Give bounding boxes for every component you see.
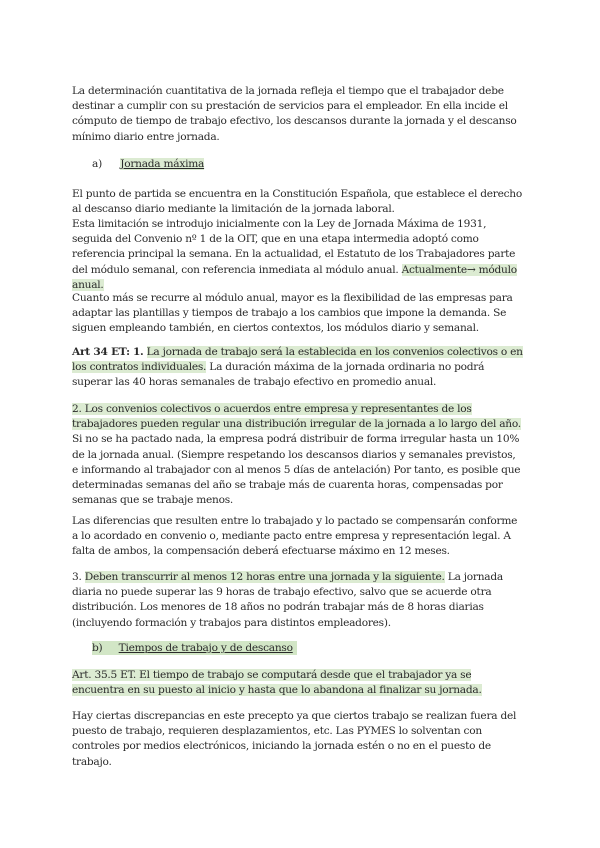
history-paragraph	[72, 217, 524, 293]
section-b-marker: b)	[92, 642, 103, 654]
constitution-paragraph: El punto de partida se encuentra en la Constitución Española, que establece el derecho al descanso diario mediante la limitación de la jornada laboral.	[72, 188, 522, 216]
distribution-rest: Si no se ha pactado nada, la empresa podrá distribuir de forma irregular hasta un 10% de la jornada anual. (Siempre respetando los descansos diarios y semanales previstos, e informando al trabajador con al menos 5 días de antelación) Por tanto, es posible que determinadas semanas del año se trabaje más de cuarenta horas, compensadas por semanas que se trabaje menos.	[72, 433, 521, 507]
rest-period-paragraph	[72, 570, 524, 631]
discrepancies-paragraph: Hay ciertas discrepancias en este precepto ya que ciertos trabajo se realizan fuera del puesto de trabajo, requieren desplazamientos, etc. Las PYMES lo solventan con controles por medios electrónicos, iniciando la jornada estén o no en el puesto de trabajo.	[72, 710, 517, 768]
art34-label: Art 34 ET:	[72, 346, 130, 358]
art35-highlight: Art. 35.5 ET. El tiempo de trabajo se computará desde que el trabajador ya se encuentra en su puesto al inicio y hasta que lo abandona al finalizar su jornada.	[72, 669, 482, 697]
distribution-highlight: 2. Los convenios colectivos o acuerdos entre empresa y representantes de los trabajadores pueden regular una distribución irregular de la jornada a lo largo del año.	[72, 403, 521, 431]
section-b-heading	[92, 641, 297, 656]
flexibility-paragraph: Cuanto más se recurre al módulo anual, mayor es la flexibilidad de las empresas para adaptar las plantillas y tiempos de trabajo a los cambios que impone la demanda. Se siguen empleando también, en ciertos contextos, los módulos diario y semanal.	[72, 292, 513, 335]
section-a-title: Jornada máxima	[120, 158, 205, 170]
section-b-block	[92, 641, 297, 655]
section-b-title: Tiempos de trabajo y de descanso	[118, 642, 293, 654]
section-a-marker: a)	[92, 158, 102, 170]
art34-paragraph	[72, 345, 524, 391]
compensation-paragraph: Las diferencias que resulten entre lo trabajado y lo pactado se compensarán conforme a lo acordado en convenio o, mediante pacto entre empresa y representación legal. A falta de ambos, la compensación deberá efectuarse máximo en 12 meses.	[72, 515, 518, 558]
history-highlight: Actualmente→ módulo anual.	[72, 263, 517, 291]
art34-rest: La duración máxima de la jornada ordinaria no podrá superar las 40 horas semanales de trabajo efectivo en promedio anual.	[72, 361, 485, 389]
section-a-heading	[92, 157, 204, 172]
rest-period-highlight: Deben transcurrir al menos 12 horas entre una jornada y la siguiente.	[84, 571, 445, 583]
rest-period-rest: La jornada diaria no puede superar las 9 horas de trabajo efectivo, salvo que se acuerde otra distribución. Los menores de 18 años no podrán trabajar más de 8 horas diarias (incluyendo formación y trabajos para distintos empleadores).	[72, 571, 503, 629]
art34-number: 1.	[132, 346, 144, 358]
history-text: Esta limitación se introdujo inicialmente con la Ley de Jornada Máxima de 1931, seguida del Convenio nº 1 de la OIT, que en una etapa intermedia adoptó como referencia principal la semana. En la actualidad, el Estatuto de los Trabajadores parte del módulo semanal, con referencia inmediata al módulo anual.	[72, 218, 516, 276]
distribution-paragraph	[72, 402, 524, 508]
rest-period-number: 3.	[72, 571, 82, 583]
art34-highlight: La jornada de trabajo será la establecida en los convenios colectivos o en los contratos individuales.	[72, 346, 523, 374]
intro-paragraph: La determinación cuantitativa de la jornada refleja el tiempo que el trabajador debe destinar a cumplir con su prestación de servicios para el empleador. En ella incide el cómputo de tiempo de trabajo efectivo, los descansos durante la jornada y el descanso mínimo diario entre jornada.	[72, 85, 517, 143]
art35-paragraph	[72, 668, 524, 698]
